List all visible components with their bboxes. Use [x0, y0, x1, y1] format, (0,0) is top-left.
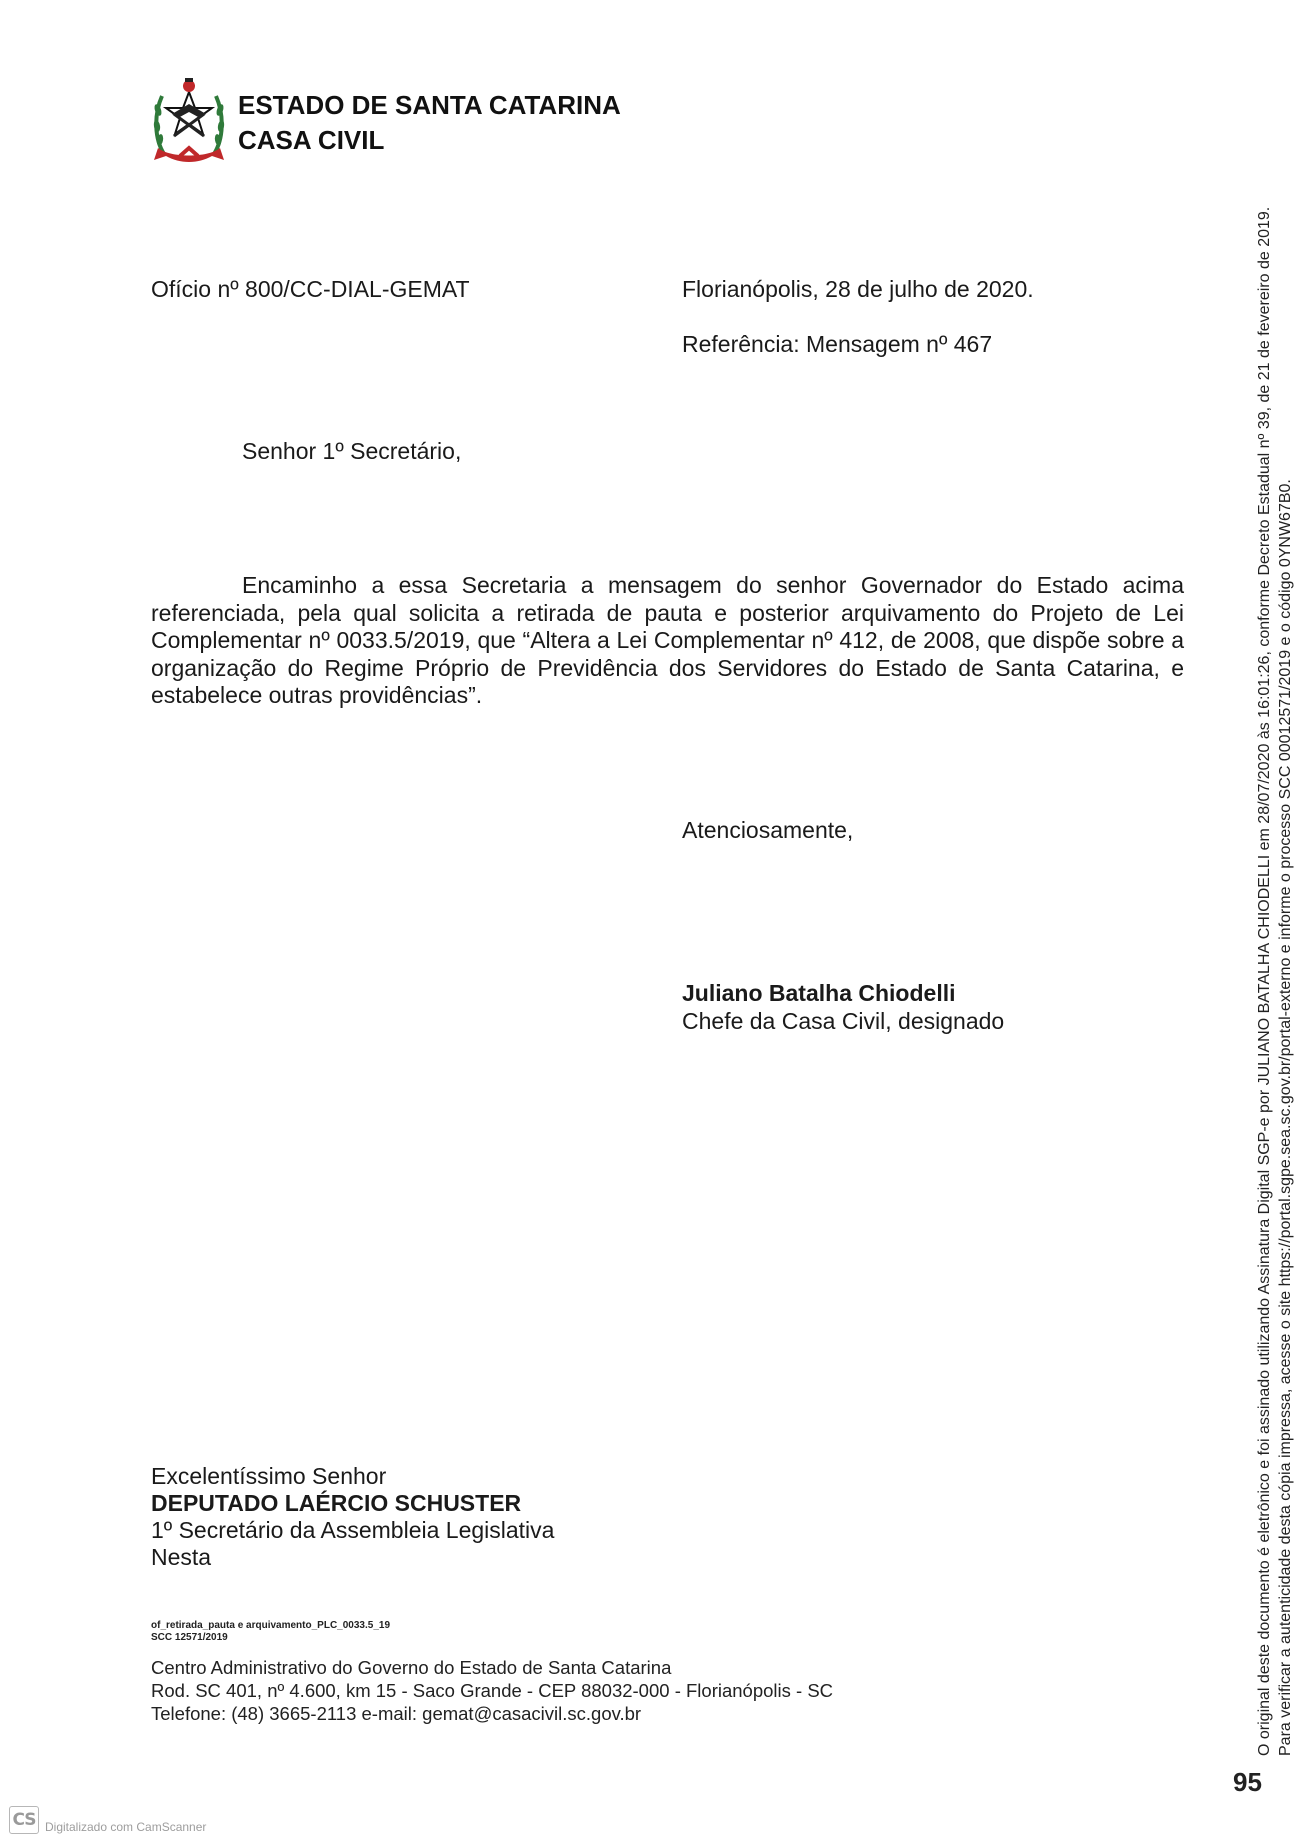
recipient-place: Nesta	[151, 1544, 212, 1570]
footer-line-3: Telefone: (48) 3665-2113 e-mail: gemat@casacivil.sc.gov.br	[151, 1703, 642, 1724]
letter-greeting: Senhor 1º Secretário,	[242, 438, 462, 464]
letter-closing: Atenciosamente,	[682, 817, 854, 843]
letter-body-text: Encaminho a essa Secretaria a mensagem do senhor Governador do Estado acima referenciada, pela qual solicita a retirada de pauta e posterior arquivamento do Projeto de Lei Complementar nº 0033.5/2019, que “Altera a Lei Complementar nº 412, de 2008, que dispõe sobre a organização do Regime Próprio de Previdência dos Servidores do Estado de Santa Catarina, e estabelece outras providências”.	[151, 572, 1184, 708]
signature-block	[682, 979, 1004, 1035]
letter-body	[151, 572, 1184, 710]
footer-line-1: Centro Administrativo do Governo do Estado de Santa Catarina	[151, 1657, 672, 1678]
recipient-block	[151, 1463, 554, 1571]
organization-header	[238, 88, 621, 158]
letter-date: Florianópolis, 28 de julho de 2020.	[682, 276, 1034, 302]
recipient-name: DEPUTADO LAÉRCIO SCHUSTER	[151, 1490, 522, 1516]
signature-note-line-2: Para verificar a autenticidade desta cópia impressa, acesse o site https://portal.sgpe.sea.sc.gov.br/portal-externo e informe o processo SCC 00012571/2019 e o código 0YNW67B0.	[1277, 479, 1294, 1756]
footer-line-2: Rod. SC 401, nº 4.600, km 15 - Saco Grande - CEP 88032-000 - Florianópolis - SC	[151, 1680, 834, 1701]
camscanner-watermark: Digitalizado com CamScanner	[45, 1820, 207, 1834]
camscanner-logo-icon: CS	[9, 1806, 39, 1834]
recipient-role: 1º Secretário da Assembleia Legislativa	[151, 1517, 555, 1543]
file-name: of_retirada_pauta e arquivamento_PLC_0033.5_19	[151, 1620, 390, 1631]
oficio-number: Ofício nº 800/CC-DIAL-GEMAT	[151, 276, 470, 302]
file-reference	[151, 1620, 390, 1644]
page-number: 95	[1233, 1767, 1262, 1797]
org-department: CASA CIVIL	[238, 125, 385, 155]
letter-reference: Referência: Mensagem nº 467	[682, 331, 993, 357]
signature-note-line-1: O original deste documento é eletrônico e foi assinado utilizando Assinatura Digital SGP-e por JULIANO BATALHA CHIODELLI em 28/07/2020 às 16:01:26, conforme Decreto Estadual nº 39, de 21 de fevereiro de 2019.	[1256, 206, 1273, 1756]
process-number: SCC 12571/2019	[151, 1632, 228, 1643]
footer-address	[151, 1656, 833, 1725]
org-state: ESTADO DE SANTA CATARINA	[238, 90, 621, 120]
digital-signature-note	[1254, 207, 1296, 1756]
coat-of-arms-icon	[150, 74, 228, 166]
recipient-salutation: Excelentíssimo Senhor	[151, 1463, 387, 1489]
signer-title: Chefe da Casa Civil, designado	[682, 1008, 1005, 1034]
signer-name: Juliano Batalha Chiodelli	[682, 980, 956, 1006]
